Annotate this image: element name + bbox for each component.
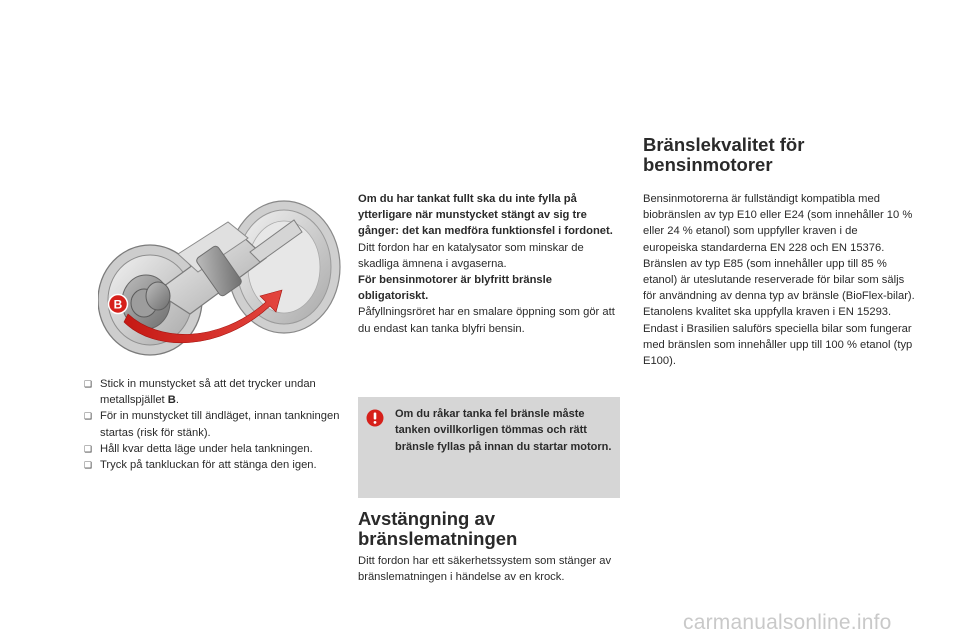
checkbox-bullet-icon: ❑ [84, 379, 93, 389]
list-item: ❑ Tryck på tankluckan för att stänga den igen. [84, 457, 346, 473]
checkbox-bullet-icon: ❑ [84, 443, 93, 454]
fuel-quality-body [643, 191, 915, 369]
list-item: ❑ För in munstycket till ändläget, innan tankningen startas (risk för stänk). [84, 410, 340, 439]
fuel-note [358, 191, 620, 337]
note-bold-2: För bensinmotorer är blyfritt bränsle obligatoriskt. [358, 274, 552, 303]
checkbox-bullet-icon: ❑ [84, 460, 93, 471]
warning-text: Om du råkar tanka fel bränsle måste tanken ovillkorligen tömmas och rätt bränsle fyllas på innan du startar motorn. [395, 408, 612, 453]
callout-b [109, 295, 128, 314]
checkbox-bullet-icon: ❑ [84, 411, 93, 422]
quality-paragraph-2: Bränslen av typ E85 (som innehåller upp till 85 % etanol) är uteslutande reserverade för bilar som säljs för användning av denna typ av bränsle (BioFlex-bilar). Etanolens kvalitet ska uppfylla kraven i EN 15293. [643, 257, 915, 319]
note-bold-1: Om du har tankat fullt ska du inte fylla på ytterligare när munstycket stängt av sig tre gånger: det kan medföra funktionsfel i fordonet. [358, 193, 613, 238]
list-item: ❑ Stick in munstycket så att det trycker undan metallspjället B. [84, 378, 316, 407]
fuel-quality-heading: Bränslekvalitet för bensinmotorer [643, 134, 805, 175]
warning-box [358, 397, 620, 498]
watermark: carmanualsonline.info [683, 611, 892, 634]
refuel-steps [84, 376, 346, 473]
callout-b-label: B [113, 297, 123, 312]
cutoff-body: Ditt fordon har ett säkerhetssystem som stänger av bränslematningen i händelse av en krock. [358, 555, 612, 584]
quality-paragraph-1: Bensinmotorerna är fullständigt kompatibla med biobränslen av typ E10 eller E24 (som innehåller 10 % eller 24 % etanol) som uppfyller kraven i de europeiska standarderna EN 228 och EN 15376. [643, 193, 913, 254]
warning-icon [366, 409, 384, 427]
note-text-2: Påfyllningsröret har en smalare öppning som gör att du endast kan tanka blyfri bensin. [358, 306, 615, 335]
fuel-nozzle-illustration [98, 192, 342, 362]
cutoff-heading: Avstängning av bränslematningen [358, 508, 518, 549]
quality-paragraph-3: Endast i Brasilien saluförs speciella bilar som fungerar med bränslen som innehåller upp till 100 % etanol (typ E100). [643, 322, 913, 368]
note-text-1: Ditt fordon har en katalysator som minskar de skadliga ämnena i avgaserna. [358, 241, 584, 270]
list-item: ❑ Håll kvar detta läge under hela tankningen. [84, 441, 346, 457]
